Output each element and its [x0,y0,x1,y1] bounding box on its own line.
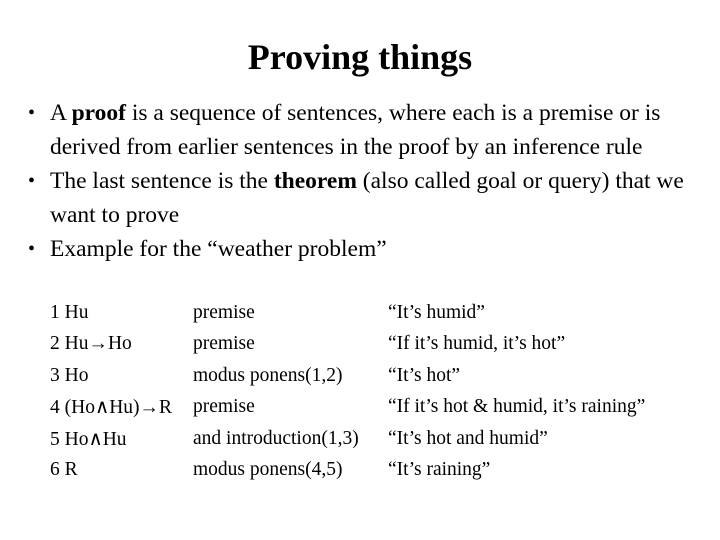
bullet-list [28,96,698,266]
proof-sentence: 6 R [50,459,78,481]
proof-row [50,329,645,361]
proof-sentence: 3 Ho [50,364,89,386]
proof-row [50,360,645,392]
bullet-icon: • [28,170,36,192]
proof-table [50,297,645,486]
bullet-item [28,96,698,164]
proof-sentence: 2 Hu→Ho [50,333,132,355]
proof-sentence: 5 Ho∧Hu [50,428,127,450]
proof-row [50,392,645,424]
bullet-term: proof [71,100,126,126]
proof-gloss: “It’s hot” [388,364,461,386]
bullet-text: A [50,100,72,126]
proof-justification: and introduction(1,3) [193,427,359,449]
proof-sentence: 1 Hu [50,301,89,323]
proof-gloss: “It’s humid” [388,301,485,323]
bullet-term: theorem [273,168,357,194]
bullet-item [28,164,698,232]
bullet-icon: • [28,102,36,124]
bullet-icon: • [28,238,36,260]
proof-gloss: “It’s hot and humid” [388,427,548,449]
proof-gloss: “If it’s hot & humid, it’s raining” [388,396,646,418]
proof-justification: premise [193,333,255,355]
proof-justification: modus ponens(4,5) [193,459,343,481]
proof-justification: premise [193,301,255,323]
slide-title: Proving things [247,37,473,77]
bullet-text: Example for the “weather problem” [50,236,387,262]
bullet-text: (also called goal or query) that we want to prove [50,168,684,228]
proof-justification: premise [193,396,255,418]
bullet-text: The last sentence is the [50,168,274,194]
proof-gloss: “If it’s humid, it’s hot” [388,333,566,355]
bullet-text: is a sequence of sentences, where each is a premise or is derived from earlier sentences in the proof by an inference rule [50,100,661,160]
proof-row [50,297,645,329]
bullet-item [28,232,698,266]
proof-row [50,423,645,455]
proof-sentence: 4 (Ho∧Hu)→R [50,397,173,419]
proof-gloss: “It’s raining” [388,459,491,481]
proof-row [50,455,645,487]
proof-justification: modus ponens(1,2) [193,364,343,386]
